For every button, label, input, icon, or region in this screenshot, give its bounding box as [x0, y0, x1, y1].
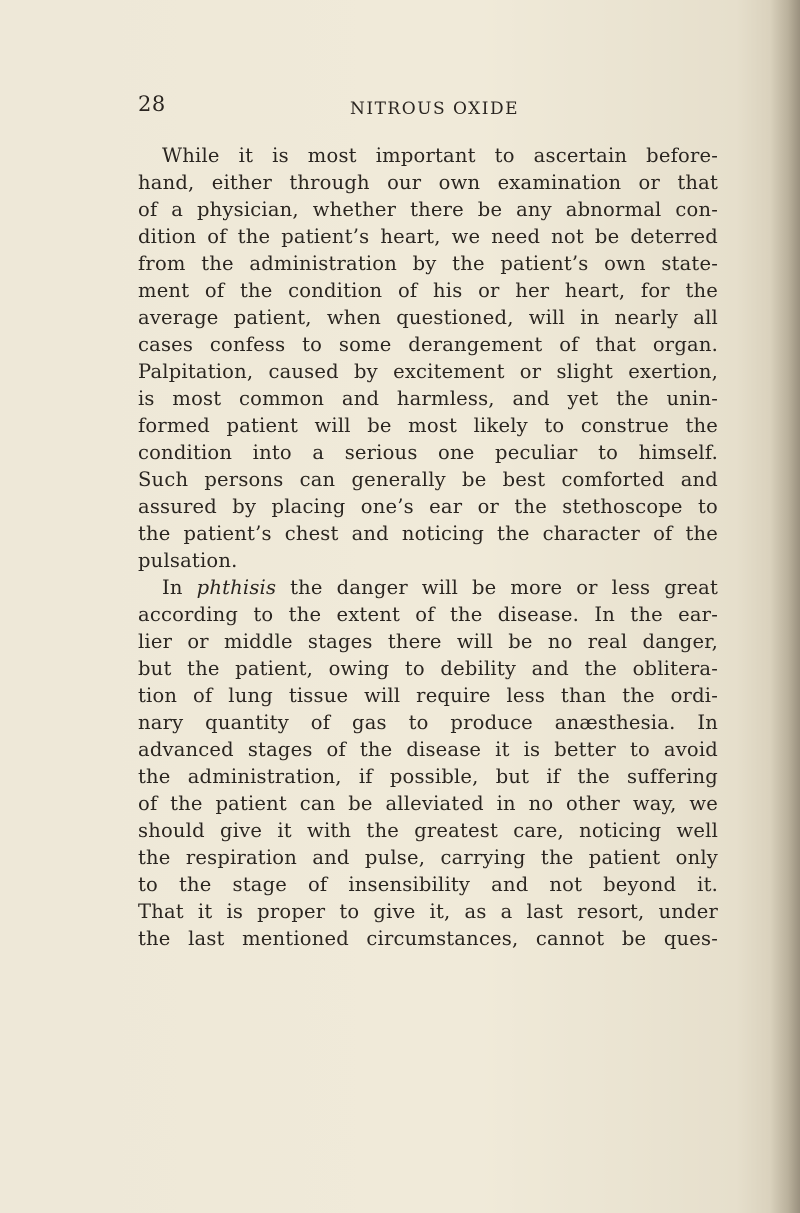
text-line: ment of the condition of his or her heart, for the: [138, 279, 718, 302]
text-line: assured by placing one’s ear or the stethoscope to: [138, 495, 718, 518]
page-edge-shadow: [770, 0, 800, 1213]
text-line: average patient, when questioned, will in nearly all: [138, 306, 718, 329]
text-line: That it is proper to give it, as a last resort, under: [138, 900, 718, 923]
line-prefix: In: [162, 576, 197, 599]
text-line: pulsation.: [138, 549, 238, 572]
line-suffix: the danger will be more or less great: [276, 576, 719, 599]
text-line: nary quantity of gas to produce anæsthesia. In: [138, 711, 718, 734]
text-line: Palpitation, caused by excitement or slight exertion,: [138, 360, 718, 383]
text-line: to the stage of insensibility and not beyond it.: [138, 873, 718, 896]
text-line: dition of the patient’s heart, we need not be deterred: [138, 225, 718, 248]
text-line: condition into a serious one peculiar to himself.: [138, 441, 718, 464]
text-line: advanced stages of the disease it is better to avoid: [138, 738, 718, 761]
page-header: [138, 92, 738, 128]
text-line: While it is most important to ascertain before-: [162, 144, 718, 167]
text-line: the respiration and pulse, carrying the patient only: [138, 846, 718, 869]
text-line: but the patient, owing to debility and the oblitera-: [138, 657, 718, 680]
text-line: of the patient can be alleviated in no other way, we: [138, 792, 718, 815]
text-line-italic-term: [138, 574, 718, 601]
text-line: hand, either through our own examination or that: [138, 171, 718, 194]
text-line: the last mentioned circumstances, cannot be ques-: [138, 927, 718, 950]
text-line: is most common and harmless, and yet the unin-: [138, 387, 718, 410]
running-head: NITROUS OXIDE: [350, 99, 520, 119]
text-line: tion of lung tissue will require less than the ordi-: [138, 684, 718, 707]
text-line: from the administration by the patient’s own state-: [138, 252, 718, 275]
body-text: [138, 142, 718, 952]
text-line: according to the extent of the disease. In the ear-: [138, 603, 718, 626]
page-number: 28: [138, 92, 166, 116]
text-line: the administration, if possible, but if the suffering: [138, 765, 718, 788]
italic-term: phthisis: [196, 576, 277, 599]
text-line: lier or middle stages there will be no real danger,: [138, 630, 718, 653]
text-line: cases confess to some derangement of that organ.: [138, 333, 718, 356]
text-line: formed patient will be most likely to construe the: [138, 414, 718, 437]
text-line: of a physician, whether there be any abnormal con-: [138, 198, 718, 221]
text-line: the patient’s chest and noticing the character of the: [138, 522, 718, 545]
text-line: should give it with the greatest care, noticing well: [138, 819, 718, 842]
text-line: Such persons can generally be best comforted and: [138, 468, 718, 491]
